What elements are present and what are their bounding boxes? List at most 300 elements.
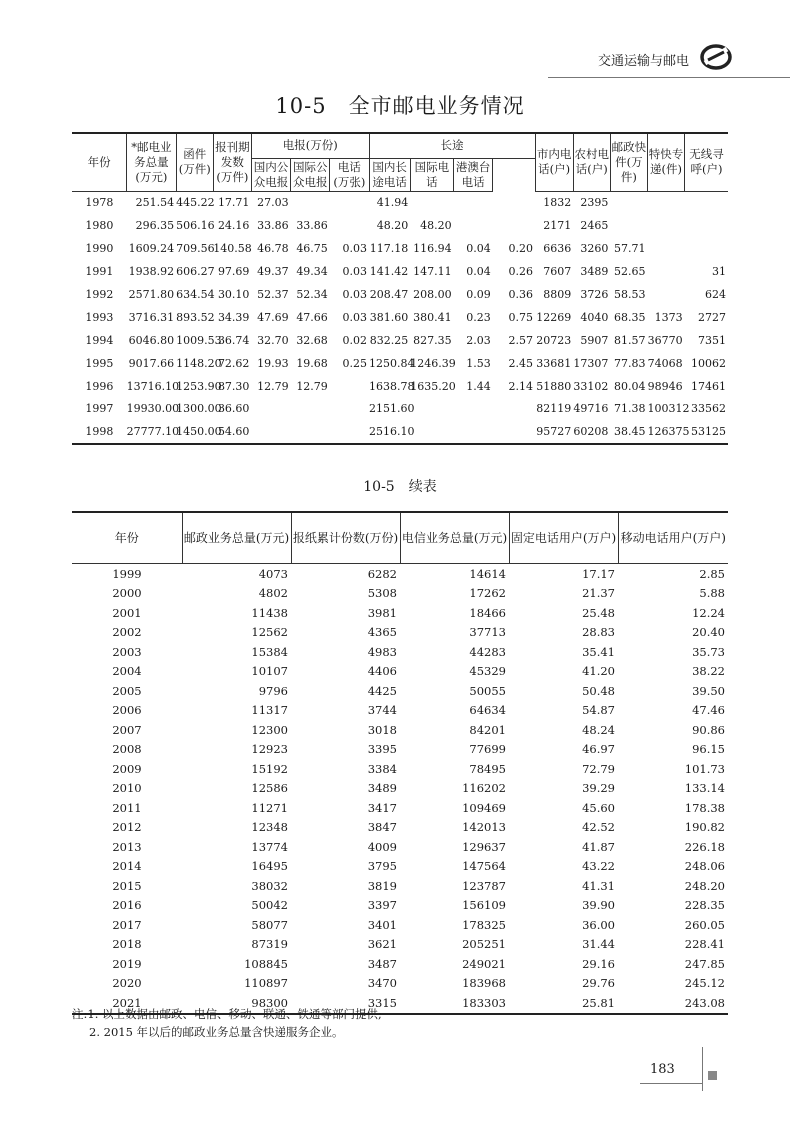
table-cell: 4425: [367, 683, 397, 698]
table-cell: 3417: [367, 800, 397, 815]
table-cell: 34.39: [217, 310, 250, 324]
table-cell: 506.16: [176, 219, 215, 233]
page-rule-vertical: [702, 1047, 703, 1091]
col-ld-phone: 电话(万张): [330, 158, 369, 191]
table-cell: 95727: [535, 420, 573, 444]
table-cell: 0.03: [342, 242, 368, 256]
table-cell: 0.09: [466, 288, 491, 301]
table-cell: 248.06: [684, 859, 725, 874]
table-cell: 101.73: [684, 761, 725, 776]
table-cell: 9017.66: [128, 356, 175, 370]
table-cell: 18466: [469, 605, 506, 620]
col-telegram-intl: 国际公众电报: [291, 158, 330, 191]
table-cell: 39.29: [582, 781, 615, 796]
table-cell: 110897: [244, 976, 288, 991]
table-cell: [291, 191, 330, 214]
table-cell: 3395: [367, 742, 397, 757]
table-cell: 82119: [536, 402, 572, 416]
table-cell: 84201: [469, 722, 506, 737]
year-cell: 2002: [112, 625, 142, 640]
table-cell: 0.25: [342, 356, 368, 370]
col2-fixed-phone: 固定电话用户(万户): [509, 512, 618, 564]
table-cell: [454, 214, 493, 237]
table-cell: 19.68: [296, 356, 328, 370]
year-cell: 1999: [112, 566, 142, 581]
table-cell: 296.35: [135, 219, 175, 233]
table-cell: 709.56: [176, 242, 215, 256]
table-cell: 380.41: [413, 310, 452, 324]
table-row: [72, 191, 728, 214]
table-cell: 36.00: [582, 917, 615, 932]
footnote-2: 2. 2015 年以后的邮政业务总量含快递服务企业。: [89, 1025, 344, 1039]
table-cell: [493, 420, 535, 444]
col2-newspapers: 报纸累计份数(万份): [291, 512, 400, 564]
table-cell: 3470: [367, 976, 397, 991]
col-ld-hkmt: 港澳台电话: [454, 158, 493, 191]
table-cell: 29.16: [582, 956, 615, 971]
table-cell: 4406: [367, 664, 397, 679]
table-cell: 3315: [291, 993, 400, 1014]
table-cell: 74068: [647, 356, 683, 370]
table-cell: 12.24: [692, 605, 725, 620]
table-cell: [493, 191, 535, 214]
table-cell: 0.75: [508, 310, 534, 324]
table-row: [72, 974, 728, 994]
table-cell: 0.26: [508, 265, 534, 279]
year-cell: 2008: [112, 742, 142, 757]
table-cell: 2.14: [508, 379, 534, 393]
table-cell: 30.10: [217, 288, 250, 301]
year-cell: 2005: [112, 683, 142, 698]
table-cell: 33.86: [257, 219, 289, 233]
table-cell: 2.45: [508, 356, 534, 370]
table-cell: 36.60: [217, 402, 250, 416]
table-cell: 2151.60: [369, 402, 415, 416]
year-cell: 2018: [112, 937, 142, 952]
table-row: [72, 352, 728, 375]
table-cell: 2571.80: [128, 288, 175, 301]
table-cell: 38032: [251, 878, 288, 893]
footnote-1: 注:1. 以上数据由邮政、电信、移动、联通、铁通等部门提供;: [72, 1007, 382, 1021]
year-cell: 1998: [72, 420, 127, 444]
table-cell: 156109: [462, 898, 506, 913]
table-cell: 3981: [367, 605, 397, 620]
table-cell: [251, 398, 290, 421]
table-cell: 0.04: [466, 242, 491, 256]
table-row: [72, 779, 728, 799]
table-cell: 14614: [469, 566, 506, 581]
year-cell: 2014: [112, 859, 142, 874]
page-title: 10-5 全市邮电业务情况: [275, 94, 525, 118]
table-cell: 3397: [367, 898, 397, 913]
table-cell: 81.57: [613, 333, 646, 347]
table-cell: 49.34: [296, 265, 328, 279]
col-city-phone: 市内电话(户): [535, 133, 573, 191]
table-row: [72, 720, 728, 740]
table-cell: 178325: [462, 917, 506, 932]
table-cell: [330, 420, 369, 444]
table-cell: 183968: [462, 976, 506, 991]
table-cell: [330, 375, 369, 398]
table-cell: 3260: [580, 242, 609, 256]
table-cell: 36.74: [217, 333, 250, 347]
table-cell: [647, 237, 684, 260]
table-cell: 4073: [258, 566, 288, 581]
table-cell: 832.25: [369, 333, 409, 347]
table-cell: 80.04: [613, 379, 646, 393]
table-cell: 2516.10: [369, 420, 410, 444]
table-cell: 2.03: [466, 333, 491, 347]
table-cell: 1638.78: [369, 379, 415, 393]
table-cell: 32.68: [296, 333, 328, 347]
year-cell: 2020: [112, 976, 142, 991]
col-rural-phone: 农村电话(户): [573, 133, 610, 191]
table-cell: 4802: [258, 586, 288, 601]
table-cell: 12269: [536, 310, 572, 324]
year-cell: 2009: [112, 761, 142, 776]
table-row: [72, 260, 728, 283]
table-cell: 45329: [469, 664, 506, 679]
year-cell: 2000: [112, 586, 142, 601]
table-cell: 0.04: [466, 265, 491, 279]
table-cell: 243.08: [618, 993, 728, 1014]
table-cell: 12923: [251, 742, 288, 757]
table-row: [72, 935, 728, 955]
table-row: [72, 564, 728, 584]
table-cell: [454, 191, 493, 214]
table-cell: 4365: [367, 625, 397, 640]
year-cell: 2007: [112, 722, 142, 737]
table-cell: [685, 191, 728, 214]
table-cell: 17262: [469, 586, 506, 601]
table-row: [72, 681, 728, 701]
table-cell: 3489: [367, 781, 397, 796]
table-cell: 21.37: [582, 586, 615, 601]
table-cell: 41.94: [376, 196, 409, 210]
table-cell: 35.73: [692, 644, 725, 659]
table-cell: 5907: [580, 333, 609, 347]
table-row: [72, 662, 728, 682]
table-cell: 72.79: [582, 761, 615, 776]
table-cell: 38.45: [610, 420, 647, 444]
table-cell: 3726: [580, 288, 609, 301]
table-cell: 142013: [462, 820, 506, 835]
table-cell: 3384: [367, 761, 397, 776]
table-cell: [647, 283, 684, 306]
table-cell: 123787: [462, 878, 506, 893]
table-cell: 7351: [698, 333, 726, 347]
year-cell: 2001: [112, 605, 142, 620]
table-cell: 1373: [654, 310, 683, 324]
year-cell: 2021: [72, 993, 182, 1014]
table-cell: [330, 191, 369, 214]
table-cell: 47.66: [296, 310, 328, 324]
table-cell: 64634: [469, 703, 506, 718]
year-cell: 1997: [85, 402, 114, 416]
table-cell: 893.52: [176, 310, 215, 324]
col2-year: 年份: [72, 512, 182, 564]
table-cell: 3819: [367, 878, 397, 893]
table-cell: 17307: [573, 356, 609, 370]
table-cell: 11271: [251, 800, 288, 815]
table-cell: 29.76: [582, 976, 615, 991]
table-cell: 98300: [182, 993, 291, 1014]
table-row: [72, 818, 728, 838]
table-cell: 45.60: [582, 800, 615, 815]
table-cell: 20.40: [692, 625, 725, 640]
col2-mobile-phone: 移动电话用户(万户): [618, 512, 728, 564]
table-cell: 41.20: [582, 664, 615, 679]
table-cell: [410, 398, 453, 421]
table-row: [72, 329, 728, 352]
table-cell: 31.44: [582, 937, 615, 952]
table-cell: 58077: [251, 917, 288, 932]
table-cell: 1938.92: [128, 265, 175, 279]
table-cell: 1253.90: [176, 379, 222, 393]
table-cell: 0.36: [508, 288, 534, 301]
table-cell: 1450.00: [176, 420, 213, 444]
table-cell: [410, 191, 453, 214]
table-cell: 109469: [462, 800, 506, 815]
table-cell: 1635.20: [410, 379, 456, 393]
table-cell: 445.22: [176, 196, 215, 210]
table-cell: 46.78: [257, 242, 289, 256]
table-row: [72, 915, 728, 935]
col2-post-total: 邮政业务总量(万元): [182, 512, 291, 564]
table-cell: 49.37: [257, 265, 289, 279]
table-cell: 77699: [469, 742, 506, 757]
col-telegram-domestic: 国内公众电报: [251, 158, 290, 191]
table-cell: 12348: [251, 820, 288, 835]
table-cell: [647, 191, 684, 214]
table-cell: 13716.10: [126, 379, 180, 393]
table-cell: 57.71: [613, 242, 646, 256]
table-cell: 37713: [469, 625, 506, 640]
table-cell: 52.65: [613, 265, 646, 279]
table-cell: 96.15: [692, 742, 725, 757]
table-cell: 249021: [462, 956, 506, 971]
table-cell: 51880: [536, 379, 572, 393]
table-cell: 12586: [251, 781, 288, 796]
col-letters: 函件(万件): [176, 133, 213, 191]
table-row: [72, 798, 728, 818]
table-cell: 1148.20: [176, 356, 222, 370]
table-cell: 87319: [251, 937, 288, 952]
table-cell: 634.54: [176, 288, 215, 301]
table-cell: 48.24: [582, 722, 615, 737]
table-cell: 116.94: [413, 242, 452, 256]
table-cell: 10062: [691, 356, 726, 370]
table-cell: 77.83: [613, 356, 646, 370]
table-row: [72, 375, 728, 398]
table-cell: 606.27: [176, 265, 215, 279]
table-cell: 25.48: [582, 605, 615, 620]
table-cell: 147564: [462, 859, 506, 874]
table-cell: 52.34: [296, 288, 328, 301]
table-cell: 7607: [543, 265, 572, 279]
page-rule-horizontal: [640, 1083, 702, 1084]
table-cell: 49716: [573, 402, 609, 416]
table-cell: 3489: [580, 265, 609, 279]
table-cell: 71.38: [613, 402, 646, 416]
table-cell: 2465: [580, 219, 609, 233]
table-cell: 27777.10: [127, 420, 177, 444]
year-cell: 1994: [85, 333, 114, 347]
col-pager: 无线寻呼(户): [685, 133, 728, 191]
table-cell: 2.57: [508, 333, 534, 347]
table-cell: 12.79: [296, 379, 328, 393]
table-cell: 1832: [543, 196, 572, 210]
col-periodicals: 报刊期发数(万件): [213, 133, 251, 191]
table-cell: 3847: [367, 820, 397, 835]
table-cell: 251.54: [135, 196, 175, 210]
table-cell: 25.81: [509, 993, 618, 1014]
table-cell: 3401: [367, 917, 397, 932]
table-row: [72, 214, 728, 237]
table-cell: 129637: [462, 839, 506, 854]
table-cell: 0.02: [342, 333, 368, 347]
table-cell: [291, 398, 330, 421]
table-cell: 50042: [251, 898, 288, 913]
table-row: [72, 398, 728, 421]
table-cell: 50055: [469, 683, 506, 698]
year-cell: 1990: [85, 242, 114, 256]
table-cell: 226.18: [684, 839, 725, 854]
page-marker: [708, 1071, 717, 1080]
table-cell: 47.46: [692, 703, 725, 718]
col-ld-domestic: 国内长途电话: [369, 158, 410, 191]
table-cell: [291, 420, 330, 444]
table-row: [72, 759, 728, 779]
table-cell: 0.23: [466, 310, 491, 324]
year-cell: 1991: [85, 265, 114, 279]
table-cell: 48.20: [420, 219, 452, 233]
table-cell: 140.58: [213, 242, 252, 256]
table-cell: 36770: [647, 333, 683, 347]
table-cell: 2.85: [699, 566, 725, 581]
table-cell: 126375: [647, 420, 684, 444]
header-rule: [548, 77, 790, 78]
table-cell: 98946: [647, 379, 683, 393]
col-ld-intl: 国际电话: [410, 158, 453, 191]
table-cell: [647, 260, 684, 283]
table-cell: 2395: [580, 196, 609, 210]
table-cell: 50.48: [582, 683, 615, 698]
table-cell: 0.03: [342, 288, 368, 301]
table-row: [72, 623, 728, 643]
table-cell: 1.44: [466, 379, 491, 393]
table-cell: 35.41: [582, 644, 615, 659]
table-cell: 41.31: [582, 878, 615, 893]
table-cell: 141.42: [369, 265, 409, 279]
table-cell: 68.35: [613, 310, 646, 324]
year-cell: 2016: [112, 898, 142, 913]
table-cell: 108845: [244, 956, 288, 971]
table-cell: 260.05: [684, 917, 725, 932]
table-cell: 190.82: [684, 820, 725, 835]
table-cell: 247.85: [684, 956, 725, 971]
table-cell: 3018: [367, 722, 397, 737]
table-cell: 10107: [251, 664, 288, 679]
table-cell: 54.87: [582, 703, 615, 718]
table-cell: 381.60: [369, 310, 409, 324]
section-header: 交通运输与邮电: [598, 54, 690, 69]
table-cell: 33681: [536, 356, 572, 370]
table-cell: 3744: [367, 703, 397, 718]
table-row: [72, 642, 728, 662]
table-cell: 42.52: [582, 820, 615, 835]
table-cell: 3487: [367, 956, 397, 971]
table-cell: 0.03: [342, 310, 368, 324]
table-row: [72, 954, 728, 974]
table-cell: [330, 214, 369, 237]
col-post-total: *邮电业务总量(万元): [127, 133, 177, 191]
year-cell: 2004: [112, 664, 142, 679]
table-cell: [493, 398, 535, 421]
table-cell: 27.03: [257, 196, 289, 210]
table-cell: 6636: [543, 242, 572, 256]
table-cell: 2171: [543, 219, 572, 233]
table-cell: [610, 214, 647, 237]
table-row: [72, 896, 728, 916]
table-cell: 38.22: [692, 664, 725, 679]
telecom-table-1978-1998: [72, 132, 728, 445]
table-cell: 6046.80: [128, 333, 175, 347]
table-cell: 17.71: [217, 196, 250, 210]
year-cell: 1995: [85, 356, 114, 370]
table-cell: 0.20: [508, 242, 534, 256]
table-cell: 1246.39: [410, 356, 456, 370]
table-cell: 52.37: [257, 288, 289, 301]
table-cell: 19930.00: [126, 402, 180, 416]
table-cell: 17.17: [582, 566, 615, 581]
table-cell: 3621: [367, 937, 397, 952]
table-cell: [685, 214, 728, 237]
year-cell: 2015: [112, 878, 142, 893]
table-cell: 54.60: [213, 420, 251, 444]
col-telegram-group: 电报(万份): [251, 133, 369, 158]
table-row: [72, 420, 728, 444]
table-cell: 15384: [251, 644, 288, 659]
table-cell: 9796: [258, 683, 288, 698]
table-cell: [493, 214, 535, 237]
footnotes: [72, 1005, 382, 1041]
table-cell: 624: [705, 288, 726, 301]
logo-icon: [700, 43, 732, 71]
table-cell: 1300.00: [176, 402, 222, 416]
continued-table-title: 10-5 续表: [363, 479, 437, 495]
table-cell: [454, 398, 493, 421]
year-cell: 1993: [85, 310, 114, 324]
table-cell: [685, 237, 728, 260]
table-row: [72, 701, 728, 721]
table-row: [72, 603, 728, 623]
table-cell: 28.83: [582, 625, 615, 640]
table-cell: 183303: [400, 993, 509, 1014]
table-cell: 16495: [251, 859, 288, 874]
page-number: 183: [650, 1062, 675, 1077]
table-row: [72, 857, 728, 877]
col-long-distance-group: 长途: [369, 133, 535, 158]
table-cell: [647, 214, 684, 237]
table-cell: 205251: [462, 937, 506, 952]
table-cell: 46.97: [582, 742, 615, 757]
table-cell: 33562: [691, 402, 726, 416]
table-cell: 5308: [367, 586, 397, 601]
table-cell: 87.30: [217, 379, 250, 393]
table-row: [72, 876, 728, 896]
table-cell: 41.87: [582, 839, 615, 854]
